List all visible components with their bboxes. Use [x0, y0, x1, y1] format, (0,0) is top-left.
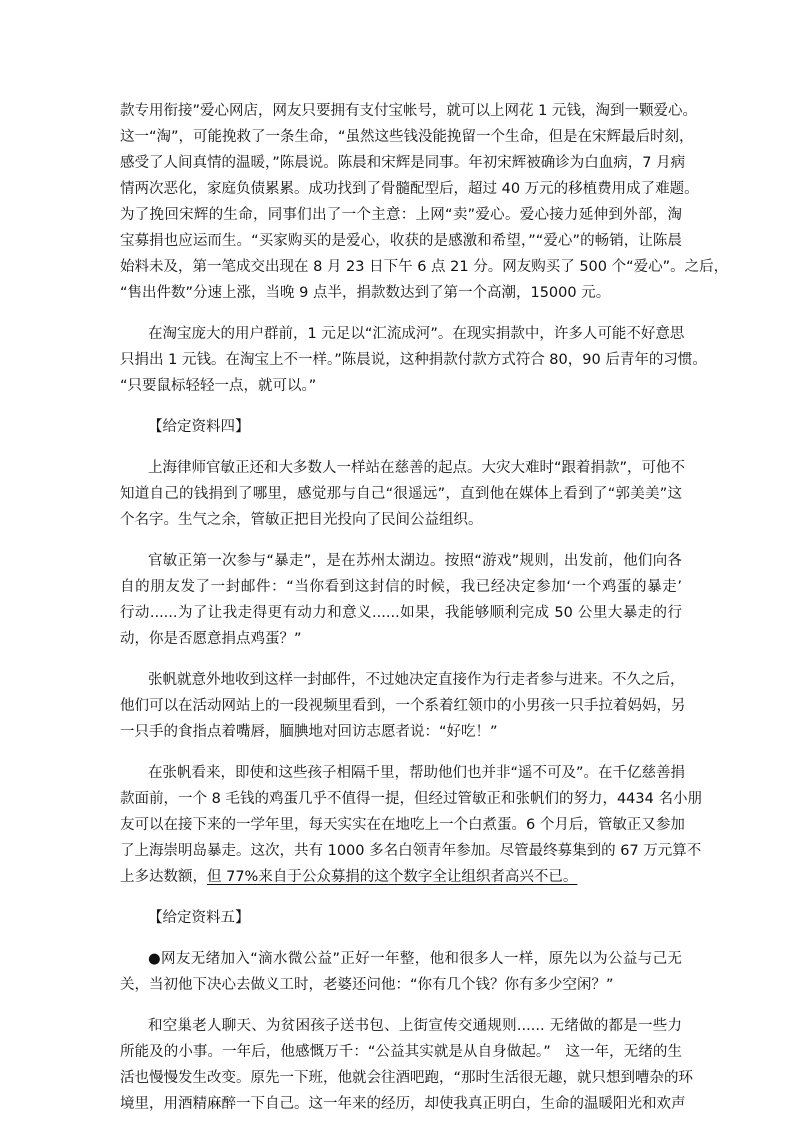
text-line: 官敏正第一次参与“暴走”，是在苏州太湖边。按照“游戏”规则，出发前，他们向各: [148, 553, 682, 569]
text-line: 始料未及，第一笔成交出现在 8 月 23 日下午 6 点 21 分。网友购买了 500 个“爱心”。之后，: [120, 259, 729, 275]
paragraph: [120, 1013, 694, 1117]
paragraph: [120, 321, 707, 399]
text-line: 情两次恶化，家庭负债累累。成功找到了骨髓配型后，超过 40 万元的移植费用成了难题。: [120, 181, 699, 197]
text-line: 这一“淘”，可能挽救了一条生命，“虽然这些钱没能挽留一个生命，但是在宋辉最后时刻，: [120, 129, 694, 145]
text-line: 活也慢慢发生改变。原先一下班，他就会往酒吧跑，“那时生活很无趣，就只想到嘈杂的环: [120, 1070, 694, 1086]
text-line: 宝募捐也应运而生。“买家购买的是爱心，收获的是感激和希望，”“爱心”的畅销，让陈晨: [120, 233, 682, 249]
paragraph: [120, 98, 729, 306]
text-segment: 上多达数额，: [120, 869, 207, 885]
text-line: 境里，用酒精麻醉一下自己。这一年来的经历，却使我真正明白，生命的温暖阳光和欢声: [120, 1096, 686, 1112]
section-heading: 【给定资料五】: [148, 910, 250, 926]
underlined-text: 但 77%来自于公众募捐的这个数字全让组织者高兴不已。: [207, 869, 578, 885]
text-line: 了上海崇明岛暴走。这次，共有 1000 多名白领青年参加。尽管最终募集到的 67 万元算不: [120, 843, 702, 859]
text-line: “售出件数”分速上涨，当晚 9 点半，捐款数达到了第一个高潮，15000 元。: [120, 285, 611, 301]
text-line: 个名字。生气之余，管敏正把目光投向了民间公益组织。: [120, 512, 483, 528]
text-line: 感受了人间真情的温暖，”陈晨说。陈晨和宋辉是同事。年初宋辉被确诊为白血病，7 月病: [120, 155, 686, 171]
text-line: 关，当初他下决心去做义工时，老婆还问他：“你有几个钱？你有多少空闲？”: [120, 977, 614, 993]
text-line: 在张帆看来，即使和这些孩子相隔千里，帮助他们也并非“遥不可及”。在千亿慈善捐: [148, 765, 686, 781]
document-body: [120, 98, 729, 1132]
paragraph: [120, 760, 702, 890]
text-line: 行动......为了让我走得更有动力和意义......如果，我能够顺利完成 50 公里大暴走的行: [120, 605, 682, 621]
text-line: 所能及的小事。一年后，他感慨万千：“公益其实就是从自身做起。” 这一年，无绪的生: [120, 1044, 682, 1060]
text-line: “只要鼠标轻轻一点，就可以。”: [120, 378, 317, 394]
text-line: 款专用衔接”爱心网店，网友只要拥有支付宝帐号，就可以上网花 1 元钱，淘到一颗爱心。: [120, 103, 697, 119]
text-line: 在淘宝庞大的用户群前，1 元足以“汇流成河”。在现实捐款中，许多人可能不好意思: [148, 326, 685, 342]
text-line: 他们可以在活动网站上的一段视频里看到，一个系着红领巾的小男孩一只手拉着妈妈，另: [120, 698, 686, 714]
section-heading: 【给定资料四】: [148, 419, 250, 435]
text-line: 张帆就意外地收到这样一封邮件，不过她决定直接作为行走者参与进来。不久之后，: [148, 672, 685, 688]
text-line: 知道自己的钱捐到了哪里，感觉那与自己“很遥远”，直到他在媒体上看到了“郭美美”这: [120, 486, 682, 502]
text-line: 动，你是否愿意捐点鸡蛋？”: [120, 631, 302, 647]
text-line: 自的朋友发了一封邮件：“当你看到这封信的时候，我已经决定参加‘一个鸡蛋的暴走’: [120, 579, 682, 595]
text-line: 一只手的食指点着嘴唇，腼腆地对回访志愿者说：“好吃！”: [120, 724, 498, 740]
paragraph: [120, 946, 682, 998]
text-line: 和空巢老人聊天、为贫困孩子送书包、上街宣传交通规则...... 无绪做的都是一些力: [148, 1018, 682, 1034]
text-line: ●网友无绪加入“滴水微公益”正好一年整，他和很多人一样，原先以为公益与己无: [148, 951, 682, 967]
paragraph: [120, 548, 682, 652]
paragraph: [120, 455, 686, 533]
text-line: 友可以在接下来的一学年里，每天实实在在地吃上一个白煮蛋。6 个月后，管敏正又参加: [120, 817, 685, 833]
text-line: 款面前，一个 8 毛钱的鸡蛋几乎不值得一提，但经过管敏正和张帆们的努力，4434 名小朋: [120, 791, 702, 807]
text-line: 为了挽回宋辉的生命，同事们出了一个主意：上网“卖”爱心。爱心接力延伸到外部，淘: [120, 207, 682, 223]
text-line: 只捐出 1 元钱。在淘宝上不一样。”陈晨说，这种捐款付款方式符合 80，90 后青年的习惯。: [120, 352, 707, 368]
paragraph: [120, 667, 686, 745]
text-line: [120, 864, 682, 890]
text-line: 上海律师官敏正还和大多数人一样站在慈善的起点。大灾大难时“跟着捐款”，可他不: [148, 460, 686, 476]
